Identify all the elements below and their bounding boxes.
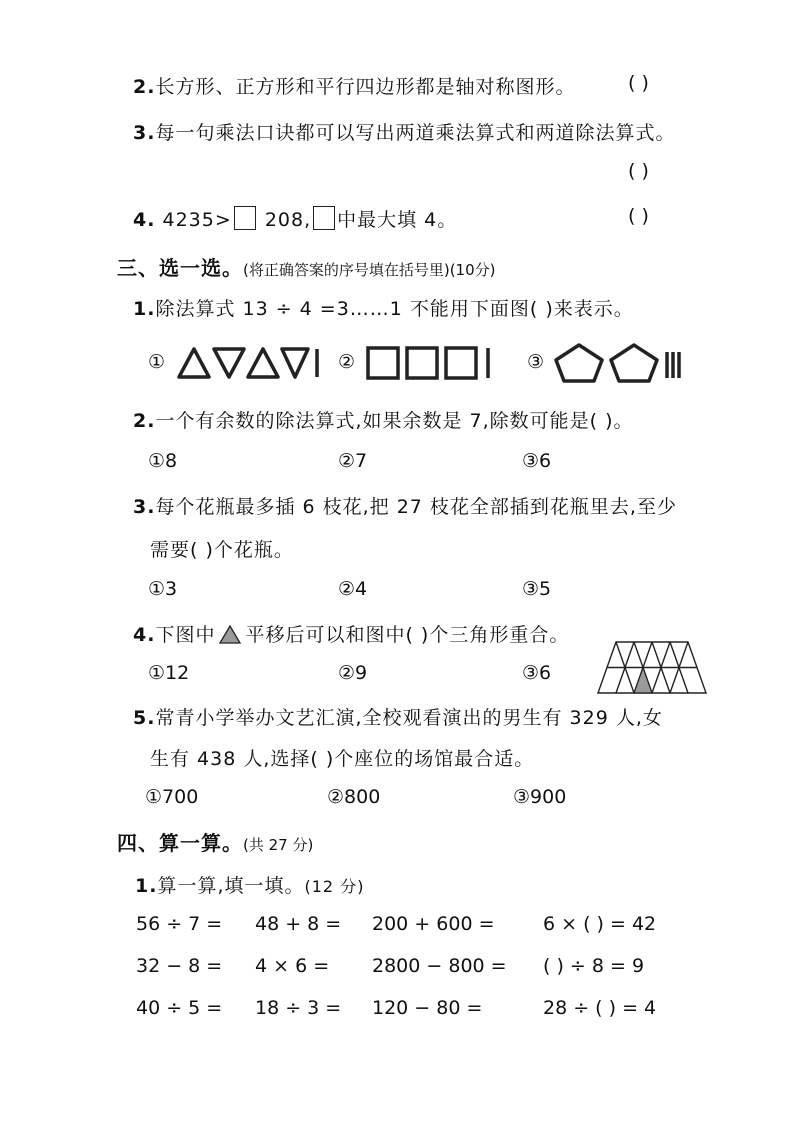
question-number: 1.	[135, 875, 158, 897]
question-text-line2: 生有 438 人,选择( )个座位的场馆最合适。	[150, 748, 535, 770]
calc-item[interactable]: 56 ÷ 7 =	[136, 913, 223, 935]
question-number: 4.	[133, 209, 156, 231]
calc-item[interactable]: ( ) ÷ 8 = 9	[543, 955, 645, 977]
calc-sub1-heading	[135, 871, 364, 898]
choice-q1	[133, 294, 634, 321]
option-1[interactable]: ①12	[148, 662, 190, 684]
answer-paren[interactable]: ( )	[628, 160, 649, 182]
calc-item[interactable]: 28 ÷ ( ) = 4	[543, 997, 657, 1019]
triangles-figure-icon	[176, 345, 321, 381]
option-1[interactable]: ①3	[148, 578, 178, 600]
shaded-triangle-icon	[218, 624, 242, 644]
question-number: 1.	[133, 298, 156, 320]
question-text-line1: 常青小学举办文艺汇演,全校观看演出的男生有 329 人,女	[155, 707, 663, 729]
question-text-post: 中最大填 4。	[337, 209, 458, 231]
question-text: 每一句乘法口诀都可以写出两道乘法算式和两道除法算式。	[155, 122, 676, 144]
option-2[interactable]: ②7	[338, 450, 368, 472]
judge-q2	[133, 72, 575, 99]
question-number: 2.	[133, 76, 156, 98]
calc-item[interactable]: 32 − 8 =	[136, 955, 223, 977]
question-text: 算一算,填一填。	[157, 875, 305, 897]
triangle-grid-figure	[596, 640, 708, 695]
question-text-line2: 需要( )个花瓶。	[150, 539, 294, 561]
calc-item[interactable]: 200 + 600 =	[372, 913, 495, 935]
question-number: 2.	[133, 410, 156, 432]
blank-box[interactable]	[313, 206, 335, 230]
option-3[interactable]: ③5	[522, 578, 552, 600]
question-number: 3.	[133, 122, 156, 144]
question-text-line1: 每个花瓶最多插 6 枝花,把 27 枝花全部插到花瓶里去,至少	[155, 496, 677, 518]
blank-box[interactable]	[234, 206, 256, 230]
question-text-post: 平移后可以和图中( )个三角形重合。	[245, 624, 570, 646]
option-2[interactable]: ②800	[327, 786, 381, 808]
option-1[interactable]: ①8	[148, 450, 178, 472]
section-note: (将正确答案的序号填在括号里)(10分)	[243, 261, 496, 279]
option-3[interactable]: ③900	[513, 786, 567, 808]
option-marker-2: ②	[338, 351, 356, 373]
option-marker-1: ①	[148, 351, 166, 373]
judge-q3	[133, 118, 675, 145]
question-number: 3.	[133, 496, 156, 518]
answer-paren[interactable]: ( )	[628, 205, 649, 227]
option-marker-3: ③	[527, 351, 545, 373]
section-three-heading	[117, 252, 496, 281]
option-1[interactable]: ①700	[145, 786, 199, 808]
choice-q2	[133, 406, 634, 433]
option-3[interactable]: ③6	[522, 662, 552, 684]
choice-q3	[133, 492, 677, 519]
calc-item[interactable]: 40 ÷ 5 =	[136, 997, 223, 1019]
judge-q4	[133, 205, 457, 232]
question-text: 长方形、正方形和平行四边形都是轴对称图形。	[155, 76, 576, 98]
calc-item[interactable]: 120 − 80 =	[372, 997, 483, 1019]
option-2[interactable]: ②4	[338, 578, 368, 600]
section-title: 三、选一选。	[117, 256, 243, 280]
calc-item[interactable]: 48 + 8 =	[255, 913, 342, 935]
shaded-grid-triangle	[634, 668, 652, 694]
question-number: 5.	[133, 707, 156, 729]
squares-figure-icon	[365, 345, 495, 381]
calc-item[interactable]: 18 ÷ 3 =	[255, 997, 342, 1019]
calc-item[interactable]: 6 × ( ) = 42	[543, 913, 657, 935]
section-four-heading	[117, 827, 313, 856]
calc-item[interactable]: 2800 − 800 =	[372, 955, 507, 977]
section-title: 四、算一算。	[117, 831, 243, 855]
calc-item[interactable]: 4 × 6 =	[255, 955, 330, 977]
question-text: 除法算式 13 ÷ 4 =3……1 不能用下面图( )来表示。	[155, 298, 634, 320]
question-number: 4.	[133, 624, 156, 646]
choice-q5	[133, 703, 663, 730]
option-2[interactable]: ②9	[338, 662, 368, 684]
section-note: (共 27 分)	[243, 836, 314, 854]
question-text-mid: 208,	[264, 209, 312, 231]
choice-q4	[133, 620, 569, 647]
pentagons-figure-icon	[552, 342, 687, 384]
question-text: 一个有余数的除法算式,如果余数是 7,除数可能是( )。	[155, 410, 634, 432]
question-text-pre: 下图中	[155, 624, 216, 646]
question-text-pre: 4235>	[162, 209, 232, 231]
answer-paren[interactable]: ( )	[628, 72, 649, 94]
option-3[interactable]: ③6	[522, 450, 552, 472]
question-note: (12 分)	[304, 877, 365, 896]
